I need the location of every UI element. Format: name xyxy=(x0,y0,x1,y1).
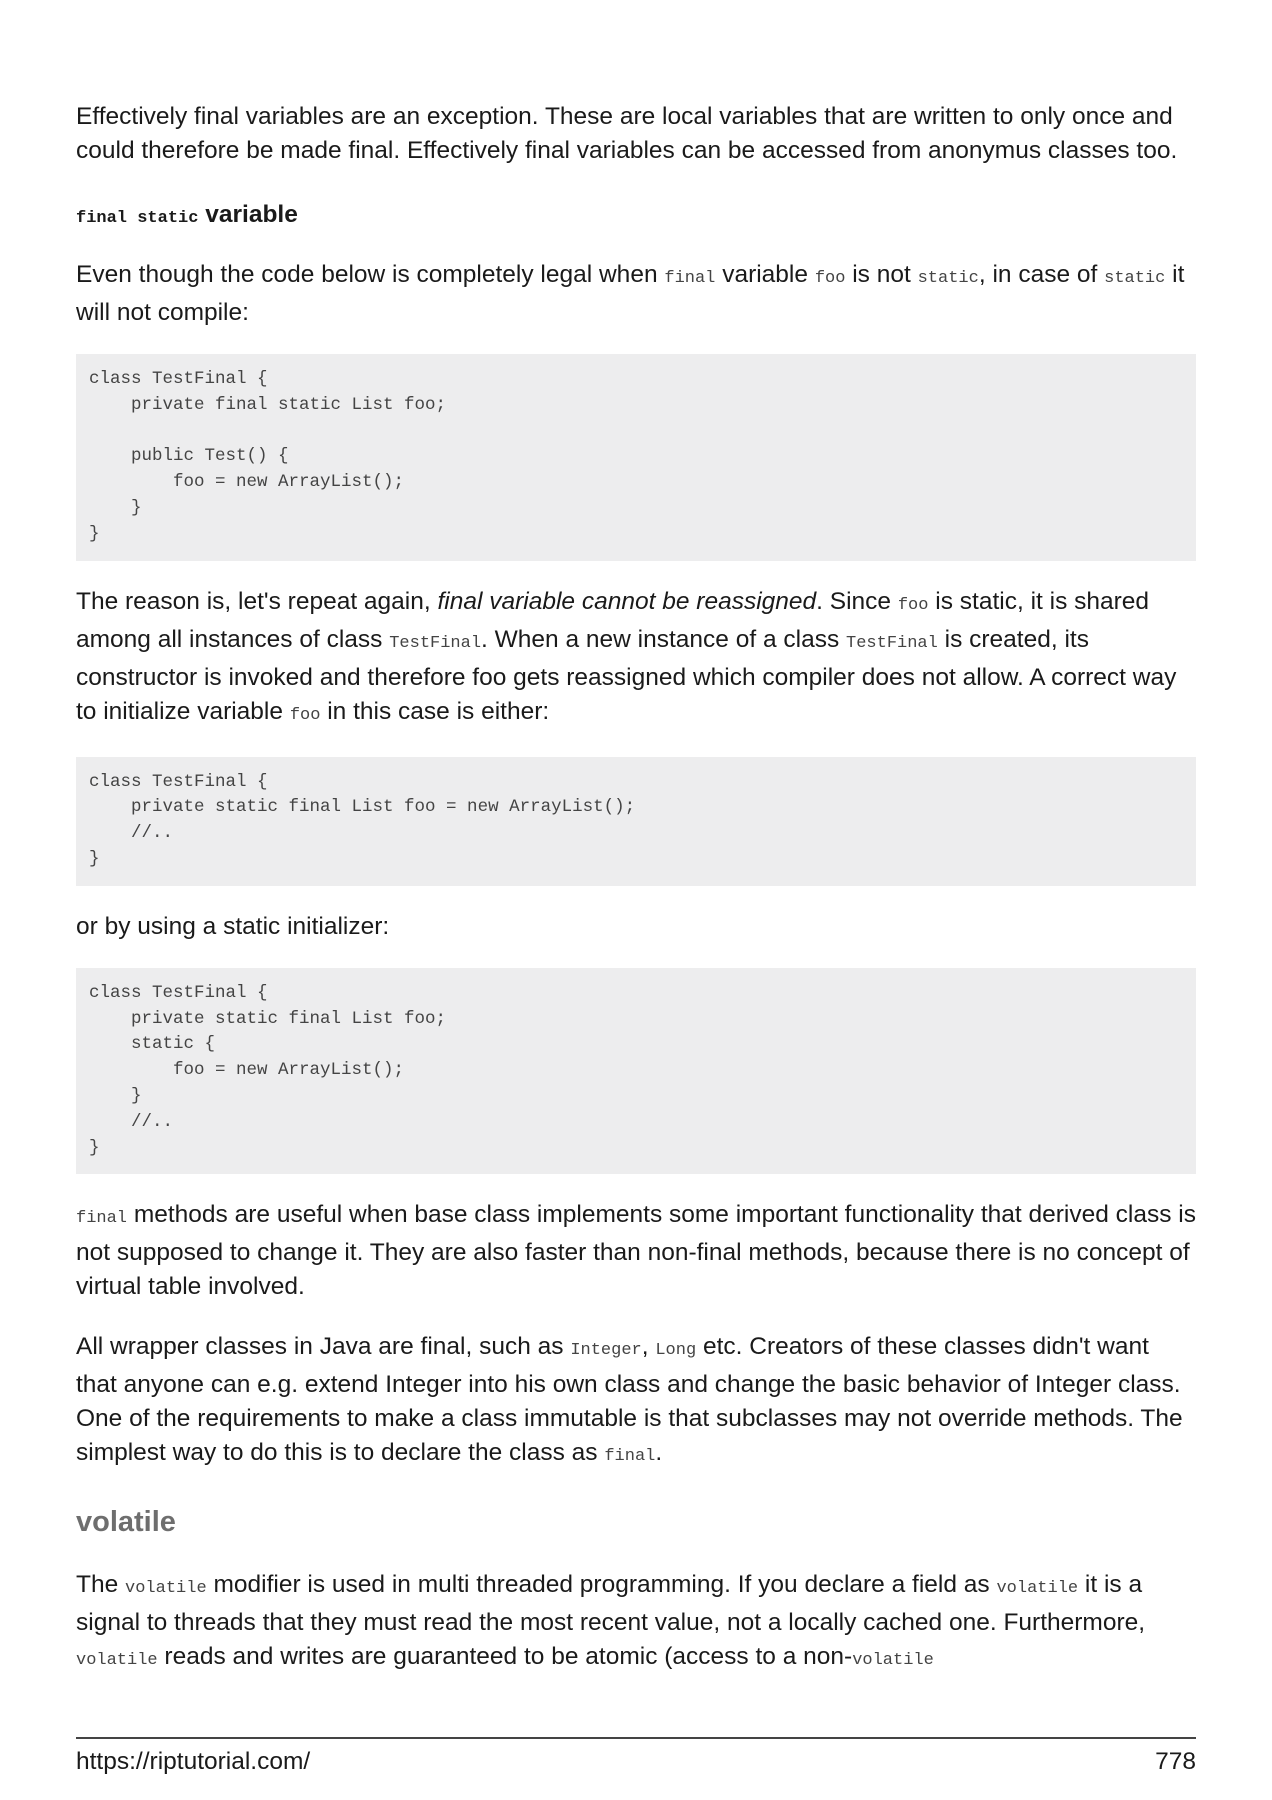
heading-code: final static xyxy=(76,209,199,228)
text: Even though the code below is completely legal when xyxy=(76,261,665,288)
text: it will not compile: xyxy=(76,261,1185,326)
inline-code: volatile xyxy=(125,1579,207,1599)
inline-code: final xyxy=(604,1447,656,1467)
text: variable xyxy=(715,261,815,288)
page-content xyxy=(76,100,1196,1678)
paragraph-final-methods xyxy=(76,1198,1196,1304)
inline-code: volatile xyxy=(996,1579,1079,1599)
inline-code: foo xyxy=(814,269,846,288)
text: , in case of xyxy=(978,261,1105,288)
inline-code: volatile xyxy=(76,1651,158,1671)
text: modifier is used in multi threaded programming. If you declare a field as xyxy=(206,1571,997,1599)
inline-code: static xyxy=(917,269,979,288)
text: etc. Creators of these classes didn't want that anyone can e.g. extend Integer into his own class and change the basic behavior of Integer class. One of the requirements to make a class immutable is that subclasses may not override methods. The simplest way to do this is to declare the class as xyxy=(76,1333,1183,1467)
paragraph-static-initializer: or by using a static initializer: xyxy=(76,912,390,940)
text: is static, it is shared among all instances of class xyxy=(76,587,1150,653)
section-heading-volatile: volatile xyxy=(76,1506,176,1539)
inline-code: foo xyxy=(897,595,929,615)
paragraph-effectively-final: Effectively final variables are an exception. These are local variables that are written to only once and could therefore be made final. Effectively final variables can be accessed from anonymus classes too. xyxy=(76,103,1178,164)
inline-code: final xyxy=(664,269,716,288)
inline-code: foo xyxy=(289,705,321,725)
inline-code: Long xyxy=(655,1341,697,1361)
inline-code: final xyxy=(76,1209,128,1229)
heading-text: variable xyxy=(205,201,298,228)
inline-code: TestFinal xyxy=(846,633,938,653)
text: , xyxy=(641,1333,656,1361)
text: . xyxy=(655,1439,663,1467)
code-block-2: class TestFinal { private static final List foo = new ArrayList(); //.. } xyxy=(76,757,1196,886)
inline-code: volatile xyxy=(852,1651,934,1671)
page-number: 778 xyxy=(1155,1748,1196,1775)
text: The reason is, let's repeat again, xyxy=(76,587,438,615)
page-footer xyxy=(76,1737,1196,1777)
text: The xyxy=(76,1571,126,1599)
paragraph-volatile xyxy=(76,1568,1196,1678)
paragraph-legal-code xyxy=(76,258,1196,330)
inline-code: Integer xyxy=(570,1341,642,1361)
inline-code: TestFinal xyxy=(389,633,482,653)
code-block-3: class TestFinal { private static final List foo; static { foo = new ArrayList(); } //.. } xyxy=(76,968,1196,1175)
paragraph-reason xyxy=(76,585,1196,733)
paragraph-wrapper-classes xyxy=(76,1330,1196,1474)
text: in this case is either: xyxy=(320,697,550,725)
footer-url[interactable]: https://riptutorial.com/ xyxy=(76,1748,311,1775)
text: . When a new instance of a class xyxy=(481,625,847,653)
text: . Since xyxy=(816,587,898,615)
code-block-1: class TestFinal { private final static List foo; public Test() { foo = new ArrayList(); } } xyxy=(76,354,1196,561)
heading-final-static-variable xyxy=(76,198,1196,236)
emphasis: final variable cannot be reassigned xyxy=(437,587,817,615)
text: reads and writes are guaranteed to be atomic (access to a non- xyxy=(157,1643,853,1671)
text: All wrapper classes in Java are final, such as xyxy=(76,1333,571,1361)
text: it is a signal to threads that they must read the most recent value, not a locally cached one. Furthermore, xyxy=(76,1571,1146,1637)
inline-code: static xyxy=(1104,269,1166,288)
text: is created, its constructor is invoked and therefore foo gets reassigned which compiler does not allow. A correct way to initialize variable xyxy=(76,625,1177,725)
text: is not xyxy=(845,261,918,288)
text: methods are useful when base class implements some important functionality that derived class is not supposed to change it. They are also faster than non-final methods, because there is no concept of virtual table involved. xyxy=(76,1201,1196,1301)
